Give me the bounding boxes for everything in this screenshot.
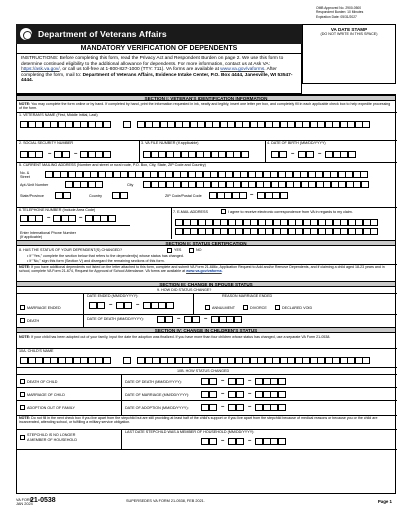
apt-input[interactable]	[65, 181, 103, 188]
street-input[interactable]	[45, 171, 368, 178]
divider	[121, 429, 122, 449]
phone-prefix[interactable]	[53, 215, 76, 222]
dob-month[interactable]	[271, 151, 286, 158]
agency-header	[16, 24, 302, 44]
intl-phone-line[interactable]	[20, 225, 130, 226]
note-label: NOTE:	[19, 265, 31, 269]
form-footer	[16, 496, 396, 516]
dash: –	[74, 151, 78, 157]
date-ended-month[interactable]	[89, 302, 104, 309]
adoption-checkbox[interactable]	[20, 405, 25, 410]
va-file-number-label: 3. VA FILE NUMBER (If applicable)	[141, 141, 199, 145]
divider	[193, 293, 194, 314]
spouse-death-checkbox[interactable]	[20, 318, 25, 323]
instructions-text-1: INSTRUCTIONS: Before completing this form, read the Privacy Act and Respondent Burden on page 2. We use this form to determine continued eligibility to the additional allowance for dependents. For more information, contact us at Ask VA:	[21, 56, 284, 67]
middle-initial-input[interactable]	[123, 121, 131, 128]
dash: –	[109, 302, 113, 308]
email-input-line-2[interactable]	[175, 228, 378, 235]
divorce-label: DIVORCE	[250, 305, 267, 310]
divider	[17, 293, 397, 294]
spouse-death-day[interactable]	[184, 316, 199, 323]
ssn-part-2[interactable]	[54, 151, 69, 158]
reason-ended-label: REASON MARRIAGE ENDED	[222, 294, 273, 298]
date-stamp-box	[302, 24, 396, 84]
note-text: You may complete the form online or by hand. If completed by hand, print the information requested in ink, neatly and legibly, insert one letter per box, and completely fill in each applicable check box to help expedite processing of the form.	[19, 102, 391, 111]
city-label: City	[127, 183, 134, 187]
zip-input[interactable]	[209, 192, 247, 199]
death-of-child-label: DEATH OF CHILD	[27, 379, 58, 384]
state-label: State/Province	[20, 194, 44, 198]
date-ended-year[interactable]	[143, 302, 173, 309]
dash: –	[248, 391, 252, 397]
yes-label: YES	[174, 248, 182, 252]
child-marriage-day[interactable]	[228, 391, 243, 398]
apt-label: Apt./Unit Number	[20, 183, 49, 187]
divider	[17, 387, 397, 388]
note-text: Do not fill in the next check box if you live apart from the stepchild but are still providing at least half of the child's support or if you live apart from the stepchild because of medical reasons or because you or the child are incarcerated, attending school, or fulfilling a military service obligation.	[19, 416, 378, 425]
street-label: Street	[20, 175, 30, 179]
child-marriage-year[interactable]	[255, 391, 285, 398]
child-middle-initial-input[interactable]	[123, 357, 131, 364]
country-label: Country	[89, 194, 102, 198]
first-name-input[interactable]	[20, 121, 110, 128]
vaforms-link[interactable]: www.va.gov/vaforms	[186, 269, 222, 274]
dob-day[interactable]	[298, 151, 313, 158]
telephone-label: 6.TELEPHONE NUMBER (Include Area Code)	[19, 208, 96, 212]
spouse-death-year[interactable]	[211, 316, 241, 323]
child-last-name-input[interactable]	[137, 357, 370, 364]
death-of-child-checkbox[interactable]	[20, 379, 25, 384]
city-input[interactable]	[143, 181, 368, 188]
divider	[265, 140, 266, 162]
expiration-date: Expiration Date: 05/31/2027	[316, 14, 357, 19]
dash: –	[204, 316, 208, 322]
dash: –	[250, 192, 254, 198]
form-title: MANDATORY VERIFICATION OF DEPENDENTS	[16, 44, 302, 54]
note-label: NOTE:	[19, 102, 31, 106]
dash: –	[291, 151, 295, 157]
dash: –	[79, 215, 83, 221]
divider	[17, 314, 397, 315]
annulment-checkbox[interactable]	[205, 305, 210, 310]
marriage-of-child-checkbox[interactable]	[20, 392, 25, 397]
state-input[interactable]	[55, 192, 70, 199]
divorce-checkbox[interactable]	[243, 305, 248, 310]
dash: –	[177, 316, 181, 322]
form-body	[16, 94, 396, 494]
child-date-of-marriage-label: DATE OF MARRIAGE (MM/DD/YYYY):	[125, 392, 190, 397]
how-status-changed-label: 9. HOW DID STATUS CHANGE?	[157, 288, 212, 292]
stamp-subtitle: (DO NOT WRITE IN THIS SPACE)	[320, 32, 378, 36]
death-label: DEATH	[27, 318, 40, 323]
child-date-of-adoption-label: DATE OF ADOPTION (MM/DD/YYYY):	[125, 405, 189, 410]
ssn-part-1[interactable]	[20, 151, 43, 158]
bullet-yes: • If "Yes," complete the section below that refers to the dependent(s) whose status has changed.	[27, 254, 184, 258]
form-date: JAN 2024	[16, 502, 33, 507]
status-no-checkbox[interactable]	[189, 248, 194, 253]
declared-void-label: DECLARED VOID	[282, 305, 313, 310]
spouse-death-month[interactable]	[157, 316, 172, 323]
omb-number: OMB Approved No. 2900-0500	[316, 6, 362, 10]
marriage-ended-label: MARRIAGE ENDED	[27, 305, 61, 310]
stepchild-last-date-label: LAST DATE STEPCHILD WAS A MEMBER OF HOUSEHOLD (MM/DD/YYYY):	[125, 430, 255, 434]
note-text: If you have additional dependents not listed on the letter attached to this form, complete and submit VA Form 21-686c, Application Request to Add and/or Remove Dependents, and if claiming a child aged 18-23 years and in school, complete VA Form 21-674, Request for Approval of School Attendance. VA forms are available at	[19, 265, 385, 274]
stepchild-note	[19, 416, 394, 425]
bullet-no: • If "No," sign this form (Section V) and disregard the remaining sections of this form.	[27, 258, 165, 263]
dash: –	[221, 438, 225, 444]
section-1-header: SECTION I: VETERAN'S IDENTIFICATION INFORMATION	[17, 95, 395, 101]
note-end: .	[221, 269, 223, 274]
adoption-label: ADOPTION OUT OF FAMILY	[27, 405, 76, 410]
no-label: NO	[196, 248, 202, 252]
dash: –	[221, 391, 225, 397]
va-file-number-input[interactable]	[143, 151, 248, 158]
dash: –	[48, 151, 52, 157]
intl-phone-label: Enter International Phone Number	[20, 231, 76, 235]
dash: –	[221, 404, 225, 410]
note-text: If your child has been adopted out of your family, input the date the adoption was finalized. If you have more than four children whose status has changed, use a separate VA Form 21-0538.	[30, 335, 331, 339]
instructions-text-2: , or call us toll-free at 1-800-827-1000 (TTY: 711). VA forms are available at	[59, 67, 221, 73]
respondent-burden: Respondent Burden: 10 Minutes	[316, 10, 364, 15]
email-consent-label: I agree to receive electronic correspondence from VA in regards to my claim.	[228, 210, 353, 214]
date-ended-label: DATE ENDED (MM/DD/YYYY):	[87, 294, 139, 298]
ssn-part-3[interactable]	[80, 151, 110, 158]
date-ended-day[interactable]	[116, 302, 131, 309]
ssn-label: 2. SOCIAL SECURITY NUMBER	[19, 141, 74, 145]
vaforms-link[interactable]: www.va.gov/vaforms	[220, 67, 265, 73]
country-input[interactable]	[112, 192, 127, 199]
form-number: 21-0538	[30, 497, 56, 504]
dash: –	[318, 151, 322, 157]
phone-area[interactable]	[20, 215, 43, 222]
supersedes-text: SUPERSEDES VA FORM 21-0538, FEB 2021.	[126, 499, 205, 503]
instructions-text-3: . After completing the form, mail to:	[21, 67, 277, 78]
child-first-name-input[interactable]	[20, 357, 110, 364]
spouse-date-of-death-label: DATE OF DEATH (MM/DD/YYYY):	[87, 317, 144, 321]
status-changed-question: 8. HAS THE STATUS OF YOUR DEPENDENT(S) CHANGED?	[19, 248, 122, 252]
ask-va-link[interactable]: https://ask.va.gov/	[21, 67, 60, 73]
divider	[139, 140, 140, 162]
mailing-address-label: 5. CURRENT MAILING ADDRESS (Number and street or rural route, P.O. Box, City, State, ZIP Code and Country)	[19, 163, 206, 167]
dob-year[interactable]	[325, 151, 355, 158]
declared-void-checkbox[interactable]	[275, 305, 280, 310]
dash: –	[136, 302, 140, 308]
divider	[17, 348, 397, 349]
child-date-of-death-label: DATE OF DEATH (MM/DD/YYYY):	[125, 379, 182, 384]
dash: –	[248, 438, 252, 444]
va-seal-icon	[20, 28, 32, 40]
phone-line[interactable]	[85, 215, 115, 222]
stepchild-label-2: A MEMBER OF HOUSEHOLD	[27, 437, 77, 442]
marriage-of-child-label: MARRIAGE OF CHILD	[27, 392, 65, 397]
stamp-title: VA DATE STAMP	[330, 27, 368, 32]
divider	[17, 449, 397, 450]
section-2-header: SECTION II: STATUS CERTIFICATION	[17, 240, 395, 246]
mailing-address: Department of Veterans Affairs, Evidence Intake Center, P.O. Box 4444, Janesville, WI 53547- 4444.	[21, 72, 293, 84]
child-death-day[interactable]	[228, 378, 243, 385]
zip-plus4-input[interactable]	[257, 192, 287, 199]
no-street-label: No. &	[20, 171, 30, 175]
instructions	[16, 54, 302, 94]
divider	[171, 207, 172, 239]
marriage-ended-checkbox[interactable]	[20, 305, 25, 310]
stepchild-date-day[interactable]	[228, 438, 243, 445]
omb-info	[316, 6, 398, 19]
child-death-month[interactable]	[201, 378, 216, 385]
intl-phone-label-2: (If applicable)	[20, 235, 43, 239]
divider	[83, 293, 84, 327]
note-label: NOTE:	[19, 335, 31, 339]
dash: –	[248, 378, 252, 384]
divider	[17, 140, 397, 141]
stepchild-label-1: STEPCHILD IS NO LONGER	[27, 433, 76, 437]
section-4-header: SECTION IV: CHANGE IN CHILDREN'S STATUS	[17, 327, 395, 333]
email-label: 7. E-MAIL ADDRESS	[173, 210, 208, 214]
dash: –	[221, 378, 225, 384]
note-label: NOTE:	[19, 416, 31, 420]
divider	[17, 400, 397, 401]
divider	[121, 374, 122, 415]
email-input[interactable]	[175, 219, 378, 226]
last-name-input[interactable]	[137, 121, 370, 128]
email-consent-checkbox[interactable]	[221, 209, 226, 214]
child-how-changed-label: 10B. HOW STATUS CHANGED	[177, 369, 230, 373]
stepchild-checkbox[interactable]	[20, 435, 25, 440]
child-adoption-year[interactable]	[255, 404, 285, 411]
dash: –	[248, 404, 252, 410]
section-3-header: SECTION III: CHANGE IN SPOUSE STATUS	[17, 281, 395, 287]
child-marriage-month[interactable]	[201, 391, 216, 398]
child-adoption-month[interactable]	[201, 404, 216, 411]
child-death-year[interactable]	[255, 378, 285, 385]
bullet-yes-text: If "Yes," complete the section below that refers to the dependent(s) whose status has changed.	[29, 254, 184, 258]
annulment-label: ANNULMENT	[212, 305, 235, 310]
bullet-no-text: If "No," sign this form (Section V) and disregard the remaining sections of this form.	[29, 258, 165, 263]
divider	[17, 367, 397, 368]
child-name-label: 10A. CHILD'S NAME	[19, 349, 54, 353]
agency-name: Department of Veterans Affairs	[38, 29, 167, 39]
va-form-label: VA FORM	[16, 498, 33, 502]
section-2-note	[19, 265, 394, 274]
status-yes-checkbox[interactable]	[167, 248, 172, 253]
stepchild-date-month[interactable]	[201, 438, 216, 445]
section-4-note	[19, 335, 394, 339]
zip-label: ZIP Code/Postal Code	[165, 194, 202, 198]
section-1-note	[19, 102, 394, 111]
stepchild-date-year[interactable]	[255, 438, 285, 445]
dash: –	[47, 215, 51, 221]
date-of-birth-label: 4. DATE OF BIRTH (MM/DD/YYYY)	[267, 141, 326, 145]
divider	[17, 374, 397, 375]
veteran-name-label: 1. VETERAN'S NAME (First, Middle Initial, Last)	[19, 112, 98, 117]
page-number: Page 1	[377, 499, 392, 504]
child-adoption-day[interactable]	[228, 404, 243, 411]
